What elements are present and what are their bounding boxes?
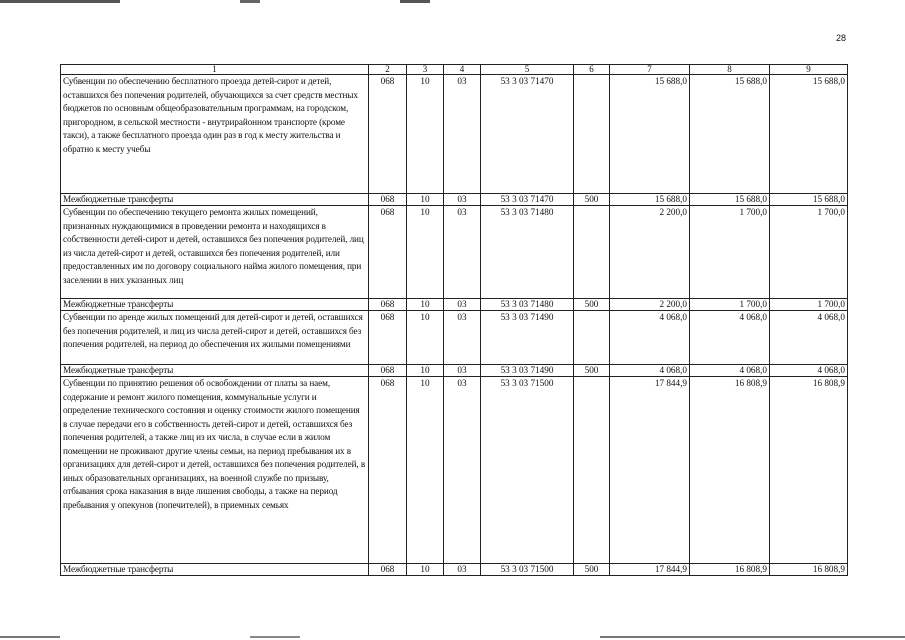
row-name: Субвенции по аренде жилых помещений для детей-сирот и детей, оставшихся без попечения родителей, и лиц из числа детей-сирот и детей, оставшихся без попечения родителей, на период до обеспечения их жилыми помещениями	[61, 311, 369, 365]
table-row	[61, 365, 848, 377]
cell-target-article: 53 3 03 71490	[481, 311, 574, 365]
cell-amount-8: 15 688,0	[690, 75, 770, 194]
cell-amount-9: 16 808,9	[770, 377, 848, 564]
column-number-row	[61, 65, 848, 75]
row-name: Межбюджетные трансферты	[61, 564, 369, 576]
cell-target-article: 53 3 03 71500	[481, 564, 574, 576]
cell-amount-9: 15 688,0	[770, 194, 848, 206]
cell-subsection: 03	[444, 365, 481, 377]
cell-amount-7: 4 068,0	[610, 311, 690, 365]
cell-ministry-code: 068	[369, 75, 407, 194]
cell-target-article: 53 3 03 71470	[481, 75, 574, 194]
table-row	[61, 206, 848, 299]
column-header: 4	[444, 65, 481, 75]
cell-amount-9: 4 068,0	[770, 311, 848, 365]
column-header: 1	[61, 65, 369, 75]
cell-expense-type: 500	[574, 194, 610, 206]
row-name: Межбюджетные трансферты	[61, 194, 369, 206]
table-row	[61, 311, 848, 365]
cell-amount-8: 16 808,9	[690, 377, 770, 564]
table-row	[61, 377, 848, 564]
column-header: 8	[690, 65, 770, 75]
cell-ministry-code: 068	[369, 206, 407, 299]
cell-amount-7: 17 844,9	[610, 564, 690, 576]
cell-subsection: 03	[444, 194, 481, 206]
cell-expense-type	[574, 377, 610, 564]
row-name: Субвенции по обеспечению текущего ремонта жилых помещений, признанных нуждающимися в проведении ремонта и находящихся в собственности детей-сирот и детей, оставшихся без попечения родителей, лиц из числа детей-сирот и детей, оставшихся без попечения родителей, или предоставленных им по договору социального найма жилого помещения, при заселении в них указанных лиц	[61, 206, 369, 299]
cell-amount-8: 16 808,9	[690, 564, 770, 576]
column-header: 6	[574, 65, 610, 75]
column-header: 5	[481, 65, 574, 75]
cell-expense-type: 500	[574, 365, 610, 377]
cell-amount-8: 4 068,0	[690, 365, 770, 377]
scan-edge-top	[0, 0, 905, 3]
cell-ministry-code: 068	[369, 194, 407, 206]
cell-subsection: 03	[444, 299, 481, 311]
row-name: Межбюджетные трансферты	[61, 299, 369, 311]
table-row	[61, 564, 848, 576]
cell-amount-7: 15 688,0	[610, 194, 690, 206]
cell-subsection: 03	[444, 75, 481, 194]
cell-ministry-code: 068	[369, 377, 407, 564]
cell-ministry-code: 068	[369, 365, 407, 377]
cell-ministry-code: 068	[369, 311, 407, 365]
column-header: 9	[770, 65, 848, 75]
cell-section: 10	[407, 194, 444, 206]
row-name: Межбюджетные трансферты	[61, 365, 369, 377]
table-row	[61, 194, 848, 206]
cell-amount-9: 4 068,0	[770, 365, 848, 377]
cell-expense-type	[574, 311, 610, 365]
cell-target-article: 53 3 03 71470	[481, 194, 574, 206]
cell-expense-type	[574, 206, 610, 299]
cell-amount-7: 17 844,9	[610, 377, 690, 564]
cell-section: 10	[407, 564, 444, 576]
cell-section: 10	[407, 299, 444, 311]
cell-section: 10	[407, 377, 444, 564]
cell-amount-7: 2 200,0	[610, 299, 690, 311]
cell-subsection: 03	[444, 377, 481, 564]
cell-amount-8: 1 700,0	[690, 206, 770, 299]
column-header: 3	[407, 65, 444, 75]
cell-amount-8: 15 688,0	[690, 194, 770, 206]
cell-amount-8: 4 068,0	[690, 311, 770, 365]
cell-section: 10	[407, 75, 444, 194]
cell-expense-type: 500	[574, 299, 610, 311]
row-name: Субвенции по обеспечению бесплатного проезда детей-сирот и детей, оставшихся без попечения родителей, обучающихся за счет средств местных бюджетов по основным общеобразовательным программам, на городском, пригородном, в сельской местности - внутрирайонном транспорте (кроме такси), а также бесплатного проезда один раз в год к месту жительства и обратно к месту учебы	[61, 75, 369, 194]
cell-ministry-code: 068	[369, 564, 407, 576]
cell-target-article: 53 3 03 71480	[481, 299, 574, 311]
cell-amount-9: 16 808,9	[770, 564, 848, 576]
row-name: Субвенции по принятию решения об освобождении от платы за наем, содержание и ремонт жилого помещения, коммунальные услуги и определение технического состояния и оценку стоимости жилого помещения в случае передачи его в собственность детей-сирот и детей, оставшихся без попечения родителей, а также лиц из их числа, в случае если в жилом помещении не проживают другие члены семьи, на период пребывания их в организациях для детей-сирот и детей, оставшихся без попечения родителей, в иных образовательных организациях, на военной службе по призыву, отбывания срока наказания в виде лишения свободы, а также на период пребывания у опекунов (попечителей), в приемных семьях	[61, 377, 369, 564]
cell-ministry-code: 068	[369, 299, 407, 311]
budget-table	[60, 64, 848, 576]
cell-expense-type	[574, 75, 610, 194]
cell-amount-8: 1 700,0	[690, 299, 770, 311]
cell-section: 10	[407, 311, 444, 365]
cell-amount-7: 2 200,0	[610, 206, 690, 299]
cell-section: 10	[407, 206, 444, 299]
table-row	[61, 299, 848, 311]
cell-subsection: 03	[444, 311, 481, 365]
column-header: 2	[369, 65, 407, 75]
cell-amount-7: 15 688,0	[610, 75, 690, 194]
cell-subsection: 03	[444, 564, 481, 576]
cell-subsection: 03	[444, 206, 481, 299]
scan-edge-bottom	[0, 636, 905, 638]
cell-amount-7: 4 068,0	[610, 365, 690, 377]
cell-target-article: 53 3 03 71500	[481, 377, 574, 564]
page-number: 28	[835, 33, 846, 43]
cell-section: 10	[407, 365, 444, 377]
cell-amount-9: 1 700,0	[770, 299, 848, 311]
table-row	[61, 75, 848, 194]
cell-target-article: 53 3 03 71490	[481, 365, 574, 377]
column-header: 7	[610, 65, 690, 75]
cell-target-article: 53 3 03 71480	[481, 206, 574, 299]
cell-expense-type: 500	[574, 564, 610, 576]
cell-amount-9: 15 688,0	[770, 75, 848, 194]
cell-amount-9: 1 700,0	[770, 206, 848, 299]
